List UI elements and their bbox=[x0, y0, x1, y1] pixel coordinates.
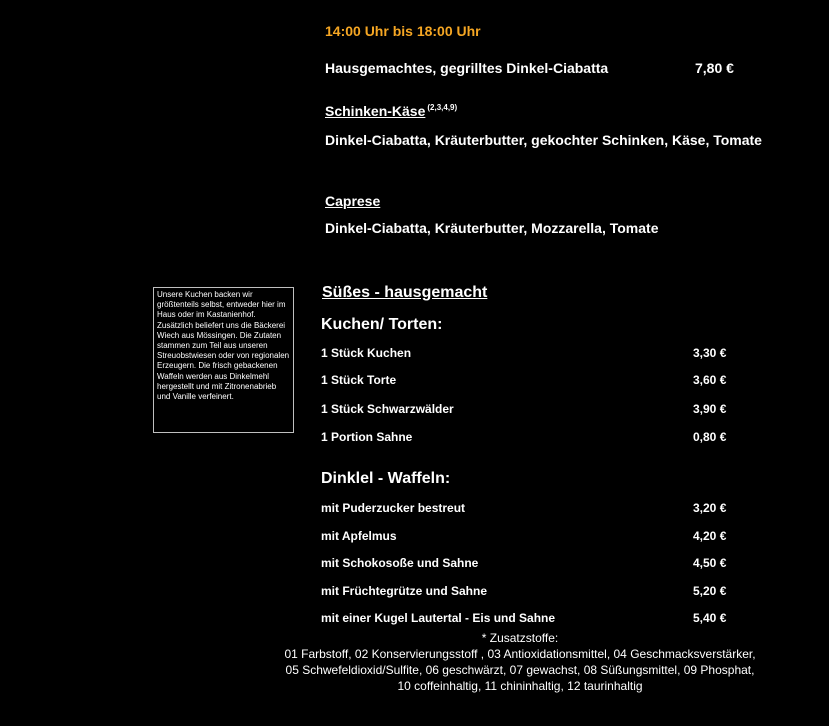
footnote-title: * Zusatzstoffe: bbox=[481, 631, 559, 645]
cakes-title: Kuchen/ Torten: bbox=[321, 316, 443, 333]
menu-item-price: 3,60 € bbox=[693, 373, 727, 387]
footnote-line: 01 Farbstoff, 02 Konservierungsstoff , 03 Antioxidationsmittel, 04 Geschmacksverstärker, bbox=[284, 647, 756, 661]
menu-item-name: 1 Portion Sahne bbox=[321, 430, 413, 444]
footnote-line: 10 coffeinhaltig, 11 chininhaltig, 12 taurinhaltig bbox=[397, 679, 643, 693]
menu-item-name: mit Apfelmus bbox=[321, 529, 397, 543]
variant-title: Schinken-Käse bbox=[325, 103, 426, 119]
menu-item-price: 3,90 € bbox=[693, 402, 727, 416]
menu-item-name: mit einer Kugel Lautertal - Eis und Sahne bbox=[321, 611, 556, 625]
sweets-title: Süßes - hausgemacht bbox=[322, 284, 488, 301]
variant-title-caprese bbox=[325, 193, 380, 209]
menu-item-name: 1 Stück Schwarzwälder bbox=[321, 402, 454, 416]
variant-title-schinken-kaese bbox=[325, 103, 457, 119]
waffles-title: Dinklel - Waffeln: bbox=[321, 470, 451, 487]
ciabatta-price: 7,80 € bbox=[695, 60, 734, 76]
menu-item-price: 5,40 € bbox=[693, 611, 727, 625]
menu-item-name: 1 Stück Kuchen bbox=[321, 346, 412, 360]
variant-desc-schinken-kaese: Dinkel-Ciabatta, Kräuterbutter, gekochter Schinken, Käse, Tomate bbox=[325, 132, 762, 148]
variant-desc-caprese: Dinkel-Ciabatta, Kräuterbutter, Mozzarella, Tomate bbox=[325, 220, 659, 236]
menu-item-price: 5,20 € bbox=[693, 584, 727, 598]
menu-item-price: 4,20 € bbox=[693, 529, 727, 543]
menu-item-name: 1 Stück Torte bbox=[321, 373, 397, 387]
ciabatta-name: Hausgemachtes, gegrilltes Dinkel-Ciabatta bbox=[325, 60, 609, 76]
variant-title: Caprese bbox=[325, 193, 381, 209]
menu-item-price: 3,30 € bbox=[693, 346, 727, 360]
cake-info-box: Unsere Kuchen backen wir größtenteils selbst, entweder hier im Haus oder im Kastanienhof. Zusätzlich beliefert uns die Bäckerei Wiech aus Mössingen. Die Zutaten stammen zum Teil aus unseren Streuobstwiesen oder von regionalen Erzeugern. Die frisch gebackenen Waffeln werden aus Dinkelmehl hergestellt und mit Zitronenabrieb und Vanille verfeinert. bbox=[153, 287, 294, 433]
additives-footnote bbox=[260, 630, 780, 694]
footnote-line: 05 Schwefeldioxid/Sulfite, 06 geschwärzt, 07 gewachst, 08 Süßungsmittel, 09 Phosphat, bbox=[285, 663, 755, 677]
menu-item-name: mit Schokosoße und Sahne bbox=[321, 556, 479, 570]
menu-item-price: 3,20 € bbox=[693, 501, 727, 515]
menu-item-price: 4,50 € bbox=[693, 556, 727, 570]
serving-time: 14:00 Uhr bis 18:00 Uhr bbox=[325, 23, 481, 39]
menu-item-name: mit Puderzucker bestreut bbox=[321, 501, 466, 515]
menu-item-name: mit Früchtegrütze und Sahne bbox=[321, 584, 488, 598]
menu-item-price: 0,80 € bbox=[693, 430, 727, 444]
variant-additives: (2,3,4,9) bbox=[427, 103, 458, 112]
